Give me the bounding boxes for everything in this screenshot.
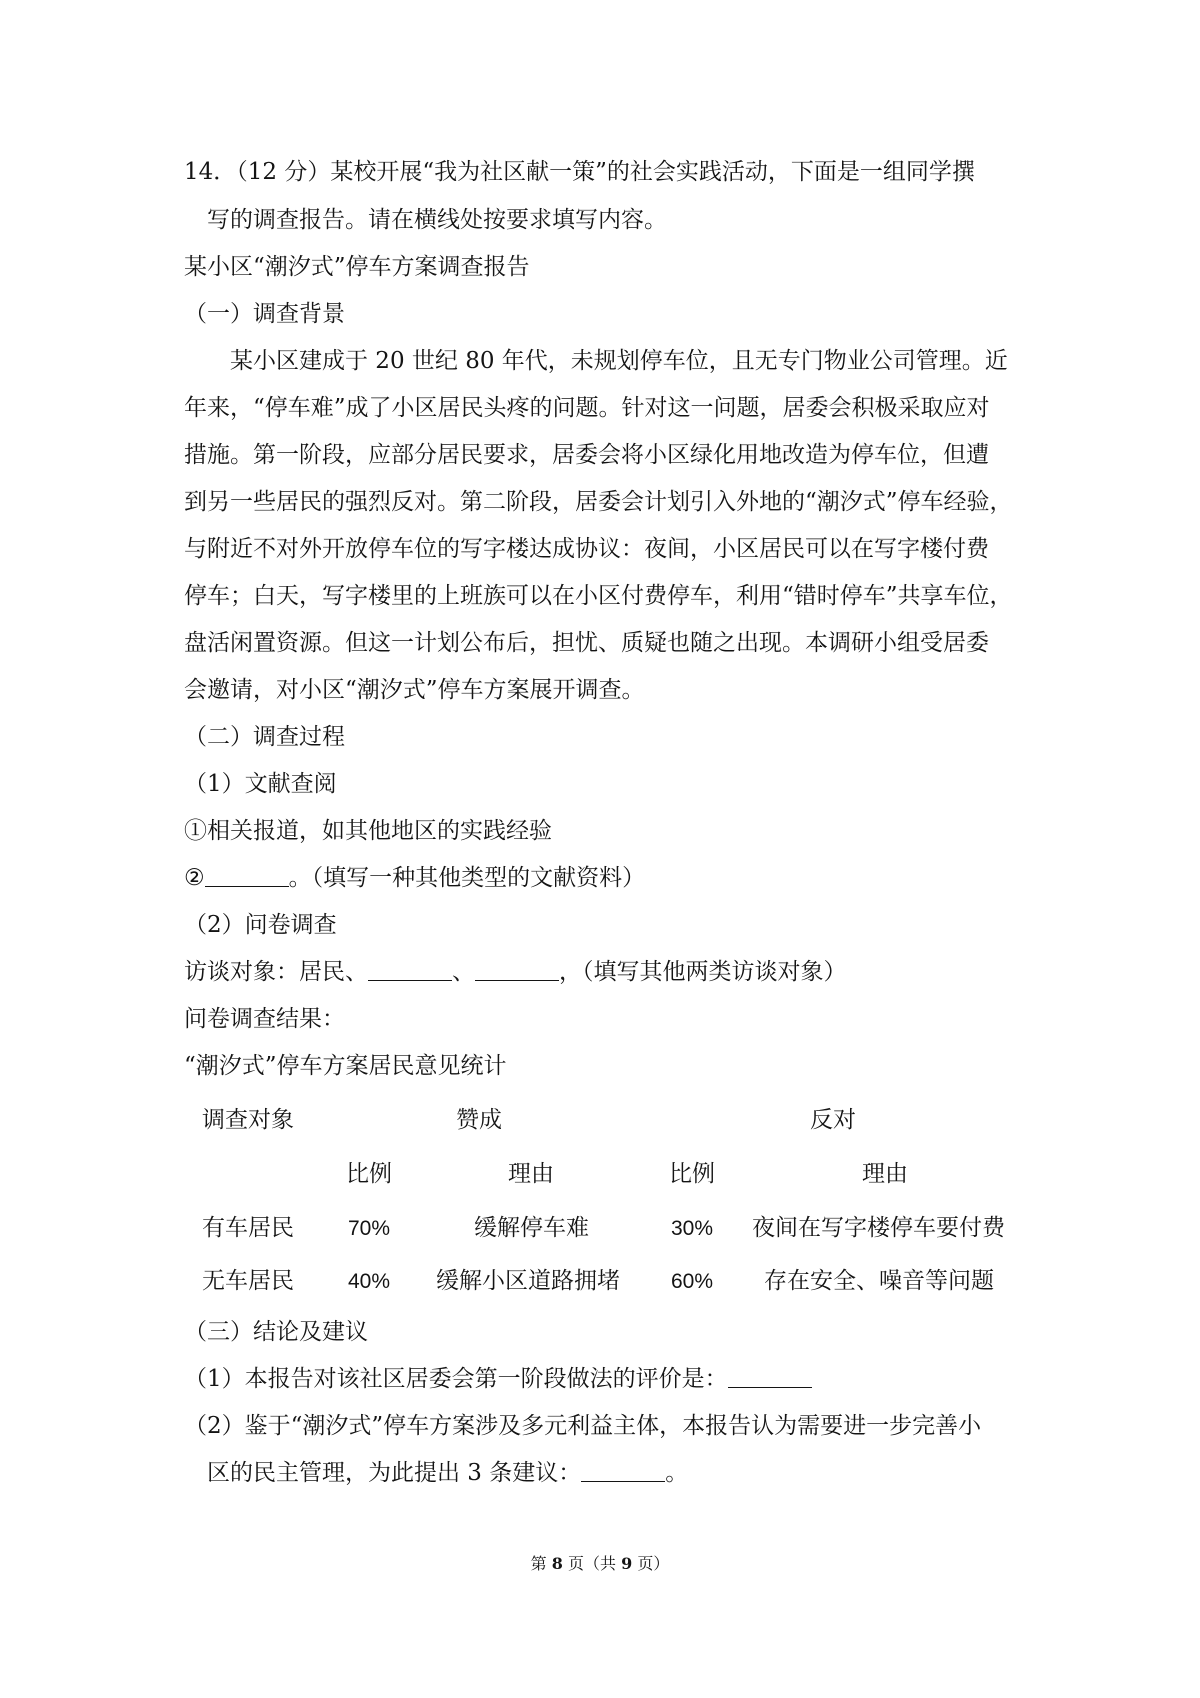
table-header-oppose: 反对 — [810, 1107, 856, 1133]
literature-review-heading: （1）文献查阅 — [184, 771, 337, 797]
literature-item-2 — [184, 862, 645, 894]
item-2-hint: 。（填写一种其他类型的文献资料） — [288, 865, 646, 891]
cell-support-ratio: 70% — [348, 1217, 391, 1240]
interview-targets-line — [184, 956, 847, 988]
footer-prefix: 第 — [530, 1554, 552, 1573]
answer-blank-interviewee-2[interactable] — [475, 958, 559, 981]
question-stem-line2: 写的调查报告。请在横线处按要求填写内容。 — [207, 207, 667, 233]
section1-heading: （一）调查背景 — [184, 301, 345, 327]
current-page-number: 8 — [551, 1554, 563, 1573]
literature-item-1: ①相关报道，如其他地区的实践经验 — [184, 818, 552, 844]
background-paragraph-line: 措施。第一阶段，应部分居民要求，居委会将小区绿化用地改造为停车位，但遭 — [184, 442, 989, 468]
survey-result-label: 问卷调查结果： — [184, 1006, 345, 1032]
conclusion-q2-text: 区的民主管理，为此提出 3 条建议： — [207, 1460, 582, 1486]
cell-object: 无车居民 — [202, 1268, 294, 1294]
cell-object: 有车居民 — [202, 1215, 294, 1241]
background-paragraph-line: 停车；白天，写字楼里的上班族可以在小区付费停车，利用“错时停车”共享车位， — [184, 583, 1013, 609]
section3-heading: （三）结论及建议 — [184, 1319, 368, 1345]
cell-support-ratio: 40% — [348, 1270, 391, 1293]
table-header-object: 调查对象 — [202, 1107, 294, 1133]
conclusion-q2-end: 。 — [665, 1460, 689, 1486]
questionnaire-heading: （2）问卷调查 — [184, 912, 337, 938]
cell-oppose-reason: 夜间在写字楼停车要付费 — [752, 1215, 1005, 1241]
page-footer — [0, 1553, 1200, 1575]
conclusion-q2-line2 — [207, 1457, 688, 1489]
answer-blank-evaluation[interactable] — [728, 1365, 812, 1388]
background-paragraph-line: 年来，“停车难”成了小区居民头疼的问题。针对这一问题，居委会积极采取应对 — [184, 395, 990, 421]
background-paragraph-line: 盘活闲置资源。但这一计划公布后，担忧、质疑也随之出现。本调研小组受居委 — [184, 630, 989, 656]
cell-oppose-ratio: 60% — [671, 1270, 714, 1293]
footer-suffix: 页） — [632, 1554, 670, 1573]
cell-support-reason: 缓解小区道路拥堵 — [436, 1268, 620, 1294]
table-title: “潮汐式”停车方案居民意见统计 — [184, 1053, 507, 1079]
conclusion-q1-text: （1）本报告对该社区居委会第一阶段做法的评价是： — [184, 1366, 728, 1392]
conclusion-q2-line1: （2）鉴于“潮汐式”停车方案涉及多元利益主体，本报告认为需要进一步完善小 — [184, 1413, 982, 1439]
interview-hint: ，（填写其他两类访谈对象） — [559, 959, 847, 985]
table-subheader-oppose-ratio: 比例 — [669, 1161, 715, 1187]
background-paragraph-line: 与附近不对外开放停车位的写字楼达成协议：夜间，小区居民可以在写字楼付费 — [184, 536, 989, 562]
table-subheader-support-reason: 理由 — [508, 1161, 554, 1187]
item-2-marker: ② — [184, 865, 205, 891]
cell-oppose-reason: 存在安全、噪音等问题 — [764, 1268, 994, 1294]
footer-middle: 页（共 — [562, 1554, 622, 1573]
table-subheader-oppose-reason: 理由 — [862, 1161, 908, 1187]
question-stem-line1: 14．（12 分）某校开展“我为社区献一策”的社会实践活动，下面是一组同学撰 — [184, 159, 975, 185]
answer-blank-literature[interactable] — [205, 864, 289, 887]
background-paragraph-line: 会邀请，对小区“潮汐式”停车方案展开调查。 — [184, 677, 645, 703]
report-title: 某小区“潮汐式”停车方案调查报告 — [184, 254, 530, 280]
interview-prefix: 访谈对象：居民、 — [184, 959, 368, 985]
table-subheader-support-ratio: 比例 — [346, 1161, 392, 1187]
answer-blank-suggestions[interactable] — [581, 1459, 665, 1482]
total-pages-number: 9 — [621, 1554, 633, 1573]
conclusion-q1 — [184, 1363, 812, 1395]
background-paragraph-line: 某小区建成于 20 世纪 80 年代，未规划停车位，且无专门物业公司管理。近 — [230, 348, 1008, 374]
cell-support-reason: 缓解停车难 — [474, 1215, 589, 1241]
interview-separator: 、 — [452, 959, 475, 985]
answer-blank-interviewee-1[interactable] — [368, 958, 452, 981]
cell-oppose-ratio: 30% — [671, 1217, 714, 1240]
section2-heading: （二）调查过程 — [184, 724, 345, 750]
table-header-support: 赞成 — [456, 1107, 502, 1133]
background-paragraph-line: 到另一些居民的强烈反对。第二阶段，居委会计划引入外地的“潮汐式”停车经验， — [184, 489, 1013, 515]
